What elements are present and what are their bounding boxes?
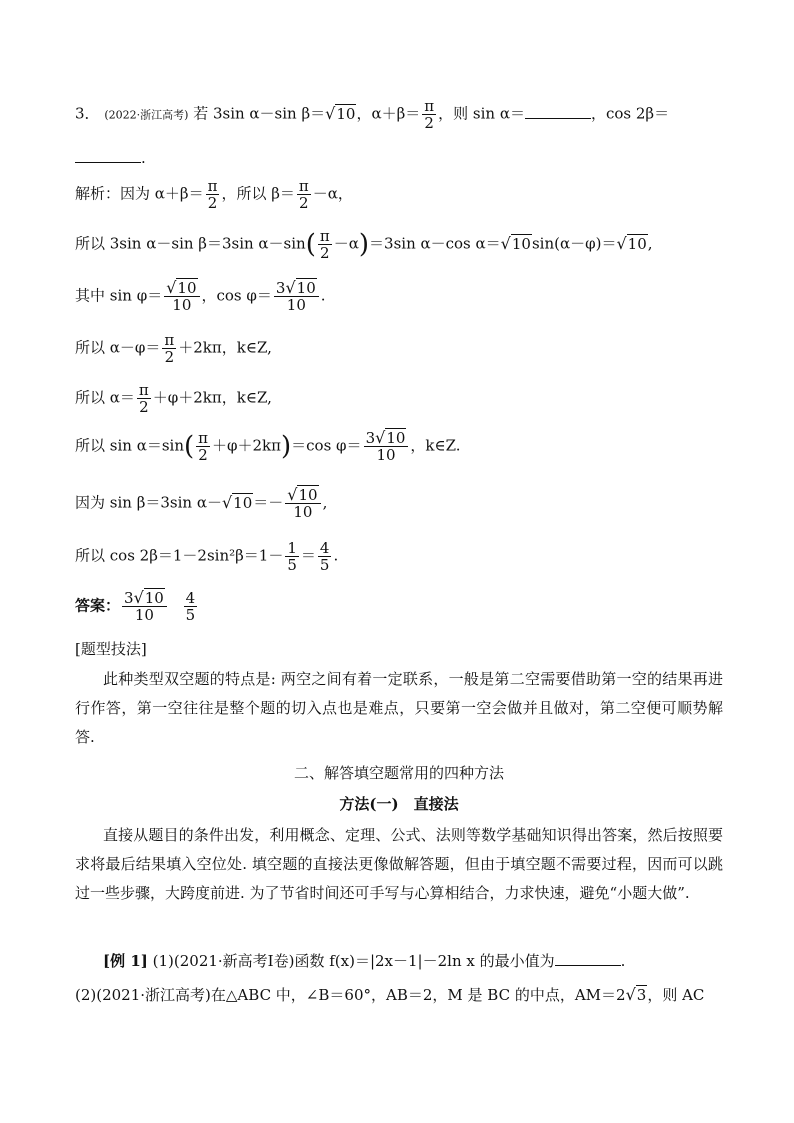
- example-1-part-2: (2)(2021·浙江高考)在△ABC 中，∠B＝60°，AB＝2，M 是 BC 的中点，AM＝2√3，则 AC: [75, 985, 705, 1004]
- tips-body: 此种类型双空题的特点是: 两空之间有着一定联系，一般是第二空需要借助第一空的结果再进行作答，第一空往往是整个题的切入点也是难点，只要第一空会做并且做对，第二空便可顺势解答.: [75, 670, 723, 746]
- answer-blank[interactable]: [555, 951, 621, 966]
- solution-line-4: 所以 α－φ＝ $\frac{\pi}{2}$ ＋2kπ，k∈Z,: [75, 331, 272, 366]
- solution-line-8: 所以 cos 2β＝1－2sin²β＝1－ $\frac{1}{5}$ ＝ $\frac{4}{5}$ .: [75, 539, 339, 574]
- source-tag: (2022·浙江高考): [104, 108, 189, 122]
- solution-line-2: 所以 3sin α－sin β＝3sin α－sin( $\frac{\pi}{2}$ －α)＝3sin α－cos α＝√10sin(α－φ)＝√10,: [75, 227, 653, 262]
- fraction: $\frac{\pi}{2}$: [424, 97, 435, 132]
- method-body: 直接从题目的条件出发，利用概念、定理、公式、法则等数学基础知识得出答案，然后按照要求将最后结果填入空位处. 填空题的直接法更像做解答题，但由于填空题不需要过程，因而可以跳过一些步骤，大跨度前进. 为了节省时间还可手写与心算相结合，力求快速，避免“小题大做”.: [75, 826, 723, 902]
- method-title: 方法(一) 直接法: [339, 795, 459, 813]
- solution-line-5: 所以 α＝ $\frac{\pi}{2}$ ＋φ＋2kπ，k∈Z,: [75, 381, 272, 416]
- question-3: 3． (2022·浙江高考) 若 3sin α－sin β＝√10，α＋β＝ $\frac{\pi}{2}$ ，则 sin α＝ ，cos 2β＝: [75, 97, 670, 132]
- answer-line: 答案： $\frac{3√10}{10}$ $\frac{4}{5}$: [75, 588, 196, 624]
- fraction: $\frac{\pi}{2}$: [207, 177, 218, 212]
- tips-heading: [题型技法]: [75, 640, 147, 658]
- section-title: 二、解答填空题常用的四种方法: [293, 764, 504, 782]
- example-1-part-1: [例 1] (1)(2021·新高考Ⅰ卷)函数 f(x)＝|2x－1|－2ln x 的最小值为 .: [103, 952, 626, 970]
- answer-blank[interactable]: [525, 104, 591, 119]
- solution-line-7: 因为 sin β＝3sin α－√10＝－ $\frac{√10}{10}$ ,: [75, 485, 328, 521]
- sqrt: √10: [325, 103, 356, 123]
- question-3-cont: .: [75, 148, 146, 167]
- solution-line-3: 其中 sin φ＝ $\frac{√10}{10}$ ，cos φ＝ $\frac{3√10}{10}$ .: [75, 278, 326, 314]
- solution-line-1: 解析：因为 α＋β＝ $\frac{\pi}{2}$ ，所以 β＝ $\frac{\pi}{2}$ －α，: [75, 177, 353, 212]
- answer-blank[interactable]: [75, 148, 141, 163]
- solution-line-6: 所以 sin α＝sin( $\frac{\pi}{2}$ ＋φ＋2kπ)＝cos φ＝ $\frac{3√10}{10}$ ，k∈Z.: [75, 428, 461, 464]
- fraction: $\frac{\pi}{2}$: [298, 177, 309, 212]
